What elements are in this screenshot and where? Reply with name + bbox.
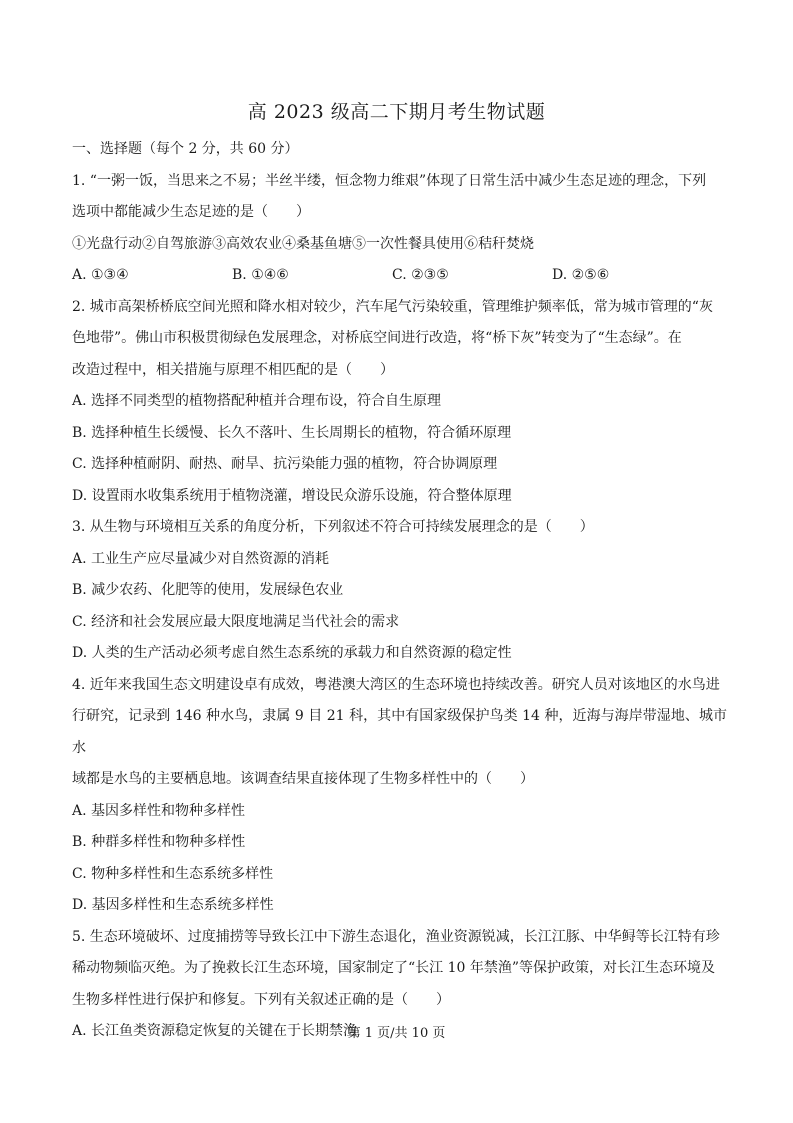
question-3 xyxy=(72,512,727,670)
question-line: 生物多样性进行保护和修复。下列有关叙述正确的是（ ） xyxy=(72,991,450,1008)
question-2 xyxy=(72,292,727,513)
page-footer: 第 1 页/共 10 页 xyxy=(347,1026,446,1041)
exam-title: 高 2023 级高二下期月考生物试题 xyxy=(247,101,546,123)
question-line: 稀动物频临灭绝。为了挽救长江生态环境，国家制定了“长江 10 年禁渔”等保护政策，对长江生态环境及 xyxy=(72,960,716,976)
question-line: 改造过程中，相关措施与原理不相匹配的是（ ） xyxy=(72,361,394,378)
option-d: D. 人类的生产活动必须考虑自然生态系统的承载力和自然资源的稳定性 xyxy=(72,645,512,661)
question-line: 色地带”。佛山市积极贯彻绿色发展理念，对桥底空间进行改造，将“桥下灰”转变为了“生态绿”。在 xyxy=(72,330,682,346)
option-b: B. ①④⑥ xyxy=(232,267,289,283)
option-a: A. ①③④ xyxy=(72,267,129,283)
option-a: A. 工业生产应尽量减少对自然资源的消耗 xyxy=(72,550,330,567)
question-line: 5. 生态环境破坏、过度捕捞等导致长江中下游生态退化，渔业资源锐减，长江江豚、中华鲟等长江特有珍 xyxy=(72,928,720,945)
question-1 xyxy=(72,166,727,292)
option-b: B. 减少农药、化肥等的使用，发展绿色农业 xyxy=(72,582,344,598)
section-heading: 一、选择题（每个 2 分，共 60 分） xyxy=(72,141,299,157)
option-d: D. 设置雨水收集系统用于植物浇灌，增设民众游乐设施，符合整体原理 xyxy=(72,487,512,504)
exam-content xyxy=(72,134,727,1048)
option-a: A. 长江鱼类资源稳定恢复的关键在于长期禁渔 xyxy=(72,1023,358,1039)
option-c: C. 经济和社会发展应最大限度地满足当代社会的需求 xyxy=(72,613,400,630)
option-b: B. 种群多样性和物种多样性 xyxy=(72,834,246,850)
options-row xyxy=(72,260,727,292)
option-d: D. 基因多样性和生态系统多样性 xyxy=(72,897,274,913)
question-line: 1. “一粥一饭，当思来之不易；半丝半缕，恒念物力维艰”体现了日常生活中减少生态足迹的理念，下列 xyxy=(72,172,707,189)
option-a: A. 选择不同类型的植物搭配种植并合理布设，符合自生原理 xyxy=(72,393,442,409)
question-line: 4. 近年来我国生态文明建设卓有成效，粤港澳大湾区的生态环境也持续改善。研究人员对该地区的水鸟进 xyxy=(72,676,720,693)
option-c: C. ②③⑤ xyxy=(392,267,449,283)
question-line: 选项中都能减少生态足迹的是（ ） xyxy=(72,204,310,220)
question-line: ①光盘行动②自驾旅游③高效农业④桑基鱼塘⑤一次性餐具使用⑥秸秆焚烧 xyxy=(72,235,534,252)
option-b: B. 选择种植生长缓慢、长久不落叶、生长周期长的植物，符合循环原理 xyxy=(72,424,512,441)
option-c: C. 选择种植耐阴、耐热、耐旱、抗污染能力强的植物，符合协调原理 xyxy=(72,456,498,472)
option-c: C. 物种多样性和生态系统多样性 xyxy=(72,865,274,882)
option-d: D. ②⑤⑥ xyxy=(552,267,610,283)
option-a: A. 基因多样性和物种多样性 xyxy=(72,802,246,819)
question-line: 2. 城市高架桥桥底空间光照和降水相对较少，汽车尾气污染较重，管理维护频率低，常为城市管理的“灰 xyxy=(72,298,713,315)
question-line: 行研究，记录到 146 种水鸟，隶属 9 目 21 科，其中有国家级保护鸟类 14 种，近海与海岸带湿地、城市水 xyxy=(72,708,727,756)
question-4 xyxy=(72,670,727,922)
question-line: 3. 从生物与环境相互关系的角度分析，下列叙述不符合可持续发展理念的是（ ） xyxy=(72,519,594,535)
question-line: 域都是水鸟的主要栖息地。该调查结果直接体现了生物多样性中的（ ） xyxy=(72,771,534,787)
